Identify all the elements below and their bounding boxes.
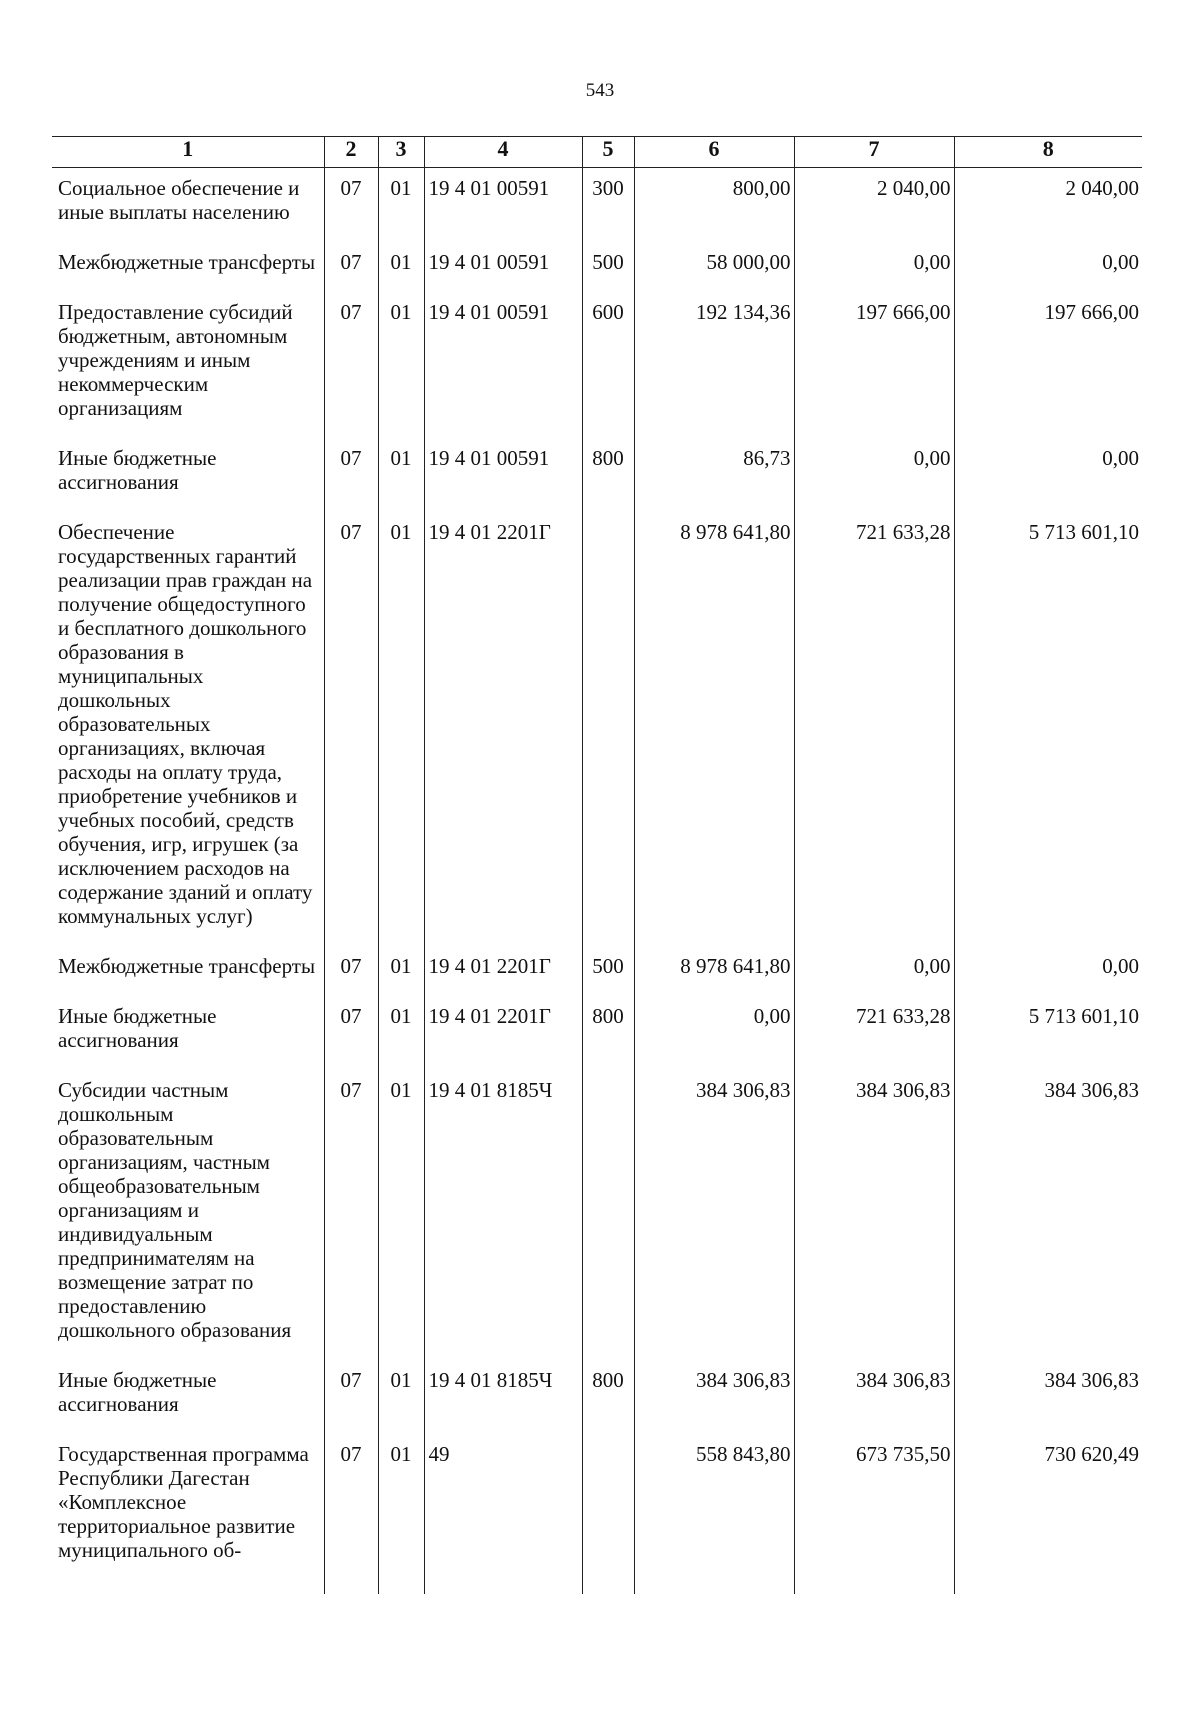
table-row (52, 292, 1142, 438)
row-target-code: 19 4 01 00591 (424, 242, 582, 292)
row-amount-6: 0,00 (634, 996, 794, 1070)
table-header-row (52, 137, 1142, 168)
row-amount-6: 86,73 (634, 438, 794, 512)
column-header-2: 2 (324, 137, 378, 168)
row-name: Обеспечение государственных гарантий реализации прав граждан на получение общедоступного и бесплатного дошкольного образования в муниципальных дошкольных образовательных организациях, включая расходы на оплату труда, приобретение учебников и учебных пособий, средств обучения, игр, игрушек (за исключением расходов на содержание зданий и оплату коммунальных услуг) (58, 520, 313, 928)
row-target-code: 19 4 01 8185Ч (424, 1360, 582, 1434)
row-amount-8: 0,00 (954, 242, 1142, 292)
row-amount-6: 8 978 641,80 (634, 946, 794, 996)
column-header-1: 1 (52, 137, 324, 168)
row-subsection: 01 (378, 242, 424, 292)
column-header-3: 3 (378, 137, 424, 168)
table-row (52, 168, 1142, 243)
row-subsection: 01 (378, 1360, 424, 1434)
table-row (52, 946, 1142, 996)
row-amount-7: 2 040,00 (794, 168, 954, 243)
row-section: 07 (324, 946, 378, 996)
row-section: 07 (324, 1360, 378, 1434)
row-name: Государственная программа Республики Дагестан «Комплексное территориальное развитие муниципального об- (58, 1442, 309, 1562)
row-amount-6: 800,00 (634, 168, 794, 243)
row-amount-7: 0,00 (794, 438, 954, 512)
row-expense-type (582, 1070, 634, 1360)
row-name: Иные бюджетные ассигнования (58, 1004, 217, 1052)
table-row (52, 1360, 1142, 1434)
row-amount-7: 673 735,50 (794, 1434, 954, 1594)
row-name: Иные бюджетные ассигнования (58, 446, 217, 494)
row-amount-7: 721 633,28 (794, 512, 954, 946)
row-amount-6: 384 306,83 (634, 1360, 794, 1434)
row-subsection: 01 (378, 946, 424, 996)
row-subsection: 01 (378, 168, 424, 243)
row-expense-type: 500 (582, 946, 634, 996)
row-subsection: 01 (378, 1070, 424, 1360)
row-target-code: 19 4 01 00591 (424, 438, 582, 512)
table-row (52, 996, 1142, 1070)
row-section: 07 (324, 1434, 378, 1594)
table-row (52, 438, 1142, 512)
table-row (52, 1070, 1142, 1360)
row-name: Межбюджетные трансферты (58, 954, 316, 978)
row-expense-type (582, 512, 634, 946)
row-amount-6: 384 306,83 (634, 1070, 794, 1360)
row-target-code: 19 4 01 2201Г (424, 512, 582, 946)
row-expense-type: 800 (582, 1360, 634, 1434)
table-row (52, 242, 1142, 292)
table-row (52, 1434, 1142, 1594)
row-amount-6: 192 134,36 (634, 292, 794, 438)
table-row (52, 512, 1142, 946)
budget-table (52, 136, 1142, 1594)
column-header-4: 4 (424, 137, 582, 168)
row-amount-6: 58 000,00 (634, 242, 794, 292)
row-amount-8: 5 713 601,10 (954, 512, 1142, 946)
row-expense-type: 800 (582, 996, 634, 1070)
row-amount-7: 384 306,83 (794, 1070, 954, 1360)
column-header-6: 6 (634, 137, 794, 168)
budget-table-container (52, 136, 1142, 1594)
row-target-code: 19 4 01 2201Г (424, 996, 582, 1070)
row-section: 07 (324, 292, 378, 438)
row-amount-7: 0,00 (794, 242, 954, 292)
row-target-code: 49 (424, 1434, 582, 1594)
column-header-5: 5 (582, 137, 634, 168)
row-name: Социальное обеспечение и иные выплаты населению (58, 176, 300, 224)
row-amount-7: 0,00 (794, 946, 954, 996)
column-header-7: 7 (794, 137, 954, 168)
row-amount-6: 558 843,80 (634, 1434, 794, 1594)
row-amount-8: 2 040,00 (954, 168, 1142, 243)
row-amount-6: 8 978 641,80 (634, 512, 794, 946)
row-name: Предоставление субсидий бюджетным, автономным учреждениям и иным некоммерческим организациям (58, 300, 293, 420)
row-name: Субсидии частным дошкольным образовательным организациям, частным общеобразовательным организациям и индивидуальным предпринимателям на возмещение затрат по предоставлению дошкольного образования (58, 1078, 292, 1342)
row-section: 07 (324, 996, 378, 1070)
row-expense-type: 600 (582, 292, 634, 438)
row-target-code: 19 4 01 00591 (424, 168, 582, 243)
row-target-code: 19 4 01 2201Г (424, 946, 582, 996)
row-expense-type: 500 (582, 242, 634, 292)
row-amount-7: 197 666,00 (794, 292, 954, 438)
row-amount-8: 197 666,00 (954, 292, 1142, 438)
row-target-code: 19 4 01 00591 (424, 292, 582, 438)
row-name: Иные бюджетные ассигнования (58, 1368, 217, 1416)
row-section: 07 (324, 1070, 378, 1360)
row-target-code: 19 4 01 8185Ч (424, 1070, 582, 1360)
row-subsection: 01 (378, 292, 424, 438)
row-subsection: 01 (378, 996, 424, 1070)
row-amount-8: 730 620,49 (954, 1434, 1142, 1594)
row-expense-type: 800 (582, 438, 634, 512)
row-subsection: 01 (378, 438, 424, 512)
row-section: 07 (324, 242, 378, 292)
row-name: Межбюджетные трансферты (58, 250, 316, 274)
row-amount-7: 721 633,28 (794, 996, 954, 1070)
row-subsection: 01 (378, 512, 424, 946)
row-section: 07 (324, 512, 378, 946)
column-header-8: 8 (954, 137, 1142, 168)
row-amount-8: 384 306,83 (954, 1070, 1142, 1360)
row-amount-8: 0,00 (954, 438, 1142, 512)
row-amount-7: 384 306,83 (794, 1360, 954, 1434)
row-amount-8: 0,00 (954, 946, 1142, 996)
row-amount-8: 5 713 601,10 (954, 996, 1142, 1070)
row-expense-type (582, 1434, 634, 1594)
row-expense-type: 300 (582, 168, 634, 243)
row-amount-8: 384 306,83 (954, 1360, 1142, 1434)
row-section: 07 (324, 438, 378, 512)
page-number: 543 (585, 80, 615, 101)
row-section: 07 (324, 168, 378, 243)
row-subsection: 01 (378, 1434, 424, 1594)
